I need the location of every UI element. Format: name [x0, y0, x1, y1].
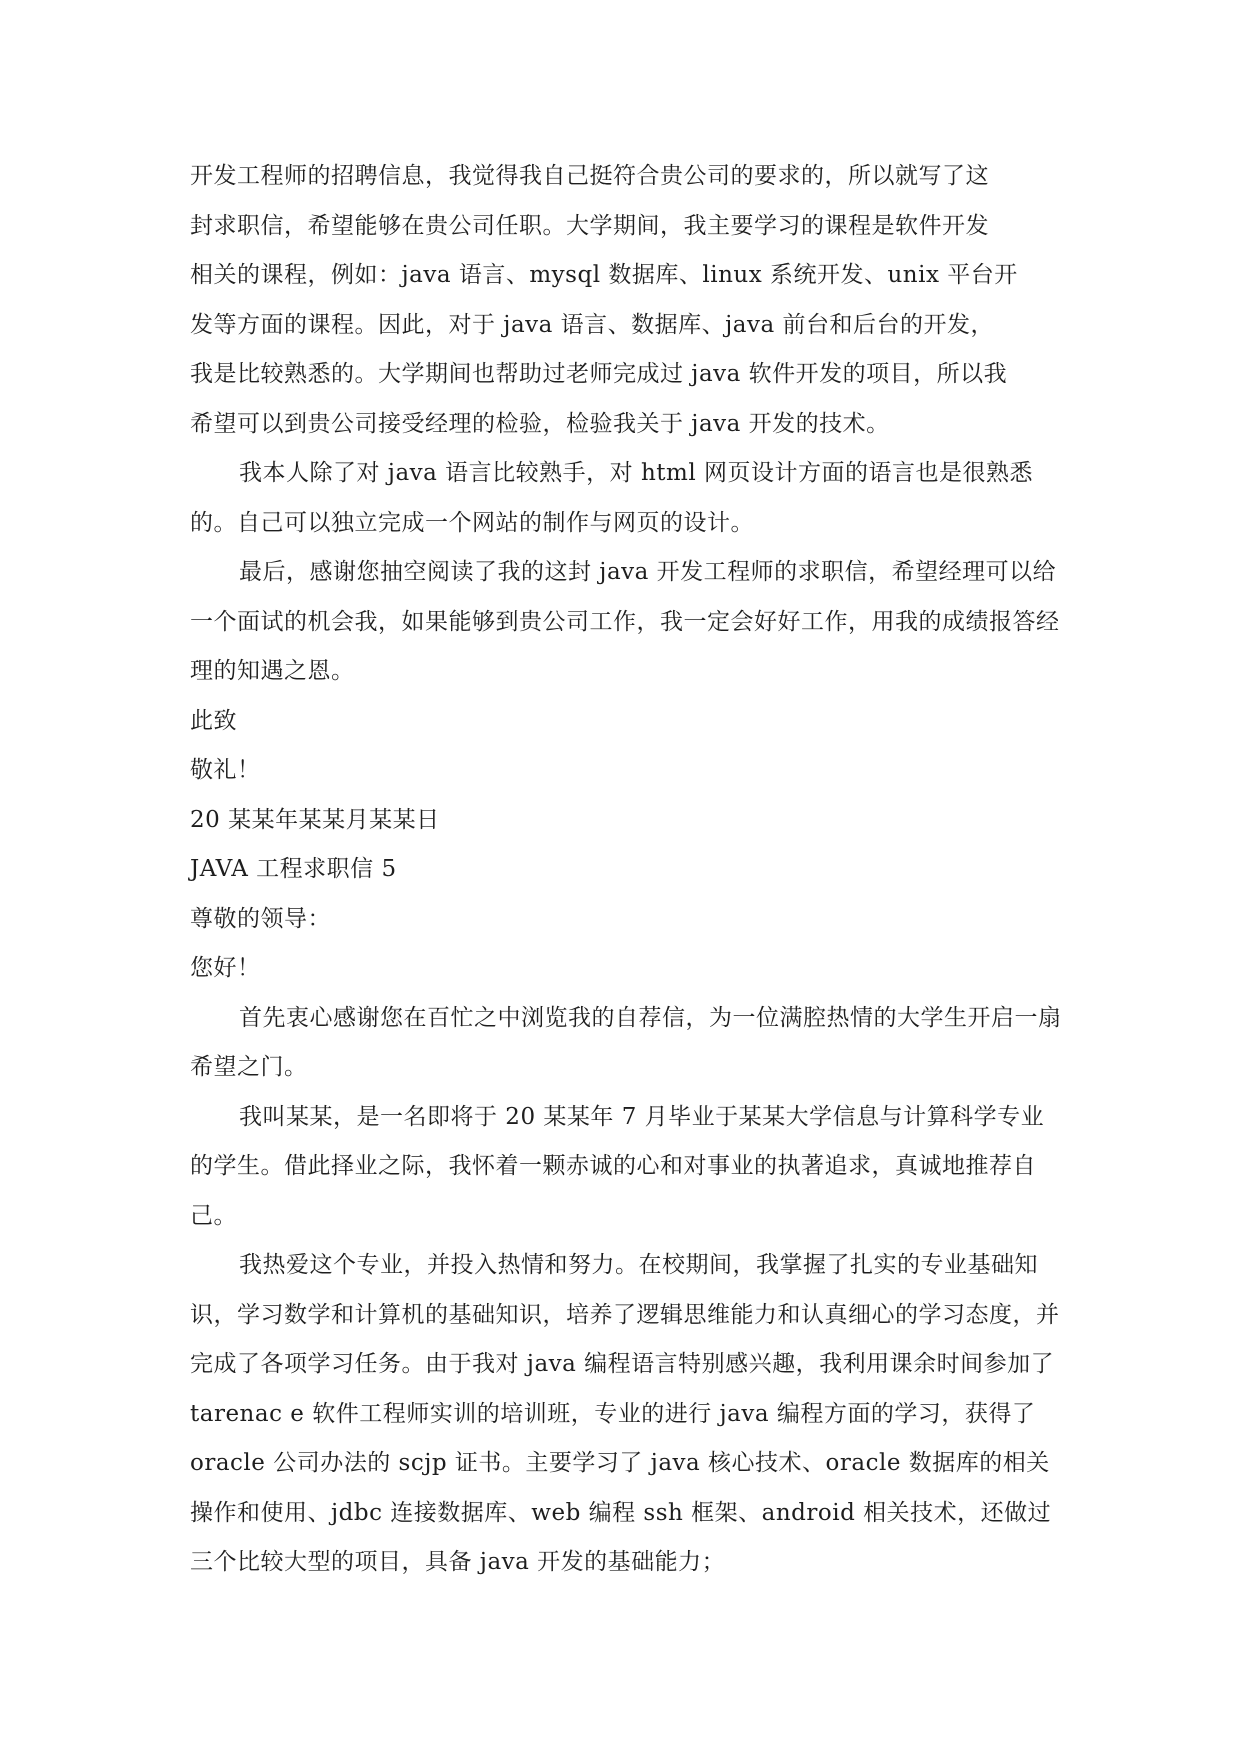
paragraph: 最后，感谢您抽空阅读了我的这封 java 开发工程师的求职信，希望经理可以给一个面试的机会我，如果能够到贵公司工作，我一定会好好工作，用我的成绩报答经理的知遇之恩。: [190, 559, 1060, 684]
paragraph: 我本人除了对 java 语言比较熟手，对 html 网页设计方面的语言也是很熟悉的。自己可以独立完成一个网站的制作与网页的设计。: [190, 460, 1034, 536]
paragraph-line: 我是比较熟悉的。大学期间也帮助过老师完成过 java 软件开发的项目，所以我: [190, 361, 1008, 387]
paragraph-line: 相关的课程，例如：java 语言、mysql 数据库、linux 系统开发、unix 平台开: [190, 262, 1018, 288]
paragraph: 我叫某某，是一名即将于 20 某某年 7 月毕业于某某大学信息与计算科学专业的学生。借此择业之际，我怀着一颗赤诚的心和对事业的执著追求，真诚地推荐自己。: [190, 1103, 1045, 1229]
paragraph-line: 发等方面的课程。因此，对于 java 语言、数据库、java 前台和后台的开发，: [190, 311, 995, 338]
letter-title: JAVA 工程求职信 5: [190, 856, 397, 882]
closing-line: 敬礼！: [190, 757, 261, 783]
paragraph-line: 封求职信，希望能够在贵公司任职。大学期间，我主要学习的课程是软件开发: [190, 212, 989, 239]
closing-line: 此致: [190, 707, 237, 734]
paragraph: 首先衷心感谢您在百忙之中浏览我的自荐信，为一位满腔热情的大学生开启一扇希望之门。: [190, 1004, 1062, 1080]
paragraph-line: 开发工程师的招聘信息，我觉得我自己挺符合贵公司的要求的，所以就写了这: [190, 163, 989, 189]
date-line: 20 某某年某某月某某日: [190, 806, 440, 833]
paragraph-line: 希望可以到贵公司接受经理的检验，检验我关于 java 开发的技术。: [190, 410, 890, 437]
letter-body: [190, 152, 1065, 1588]
paragraph: 我热爱这个专业，并投入热情和努力。在校期间，我掌握了扎实的专业基础知识，学习数学和计算机的基础知识，培养了逻辑思维能力和认真细心的学习态度，并完成了各项学习任务。由于我对 java 编程语言特别感兴趣，我利用课余时间参加了 tarenac e 软件工程师实训的培训班，专业的进行 java 编程方面的学习，获得了 oracle 公司办法的 scjp 证书。主要学习了 java 核心技术、oracle 数据库的相关操作和使用、jdbc 连接数据库、web 编程 ssh 框架、android 相关技术，还做过三个比较大型的项目，具备 java 开发的基础能力；: [190, 1252, 1060, 1575]
salutation: 尊敬的领导：: [190, 905, 331, 932]
greeting: 您好！: [190, 955, 261, 981]
